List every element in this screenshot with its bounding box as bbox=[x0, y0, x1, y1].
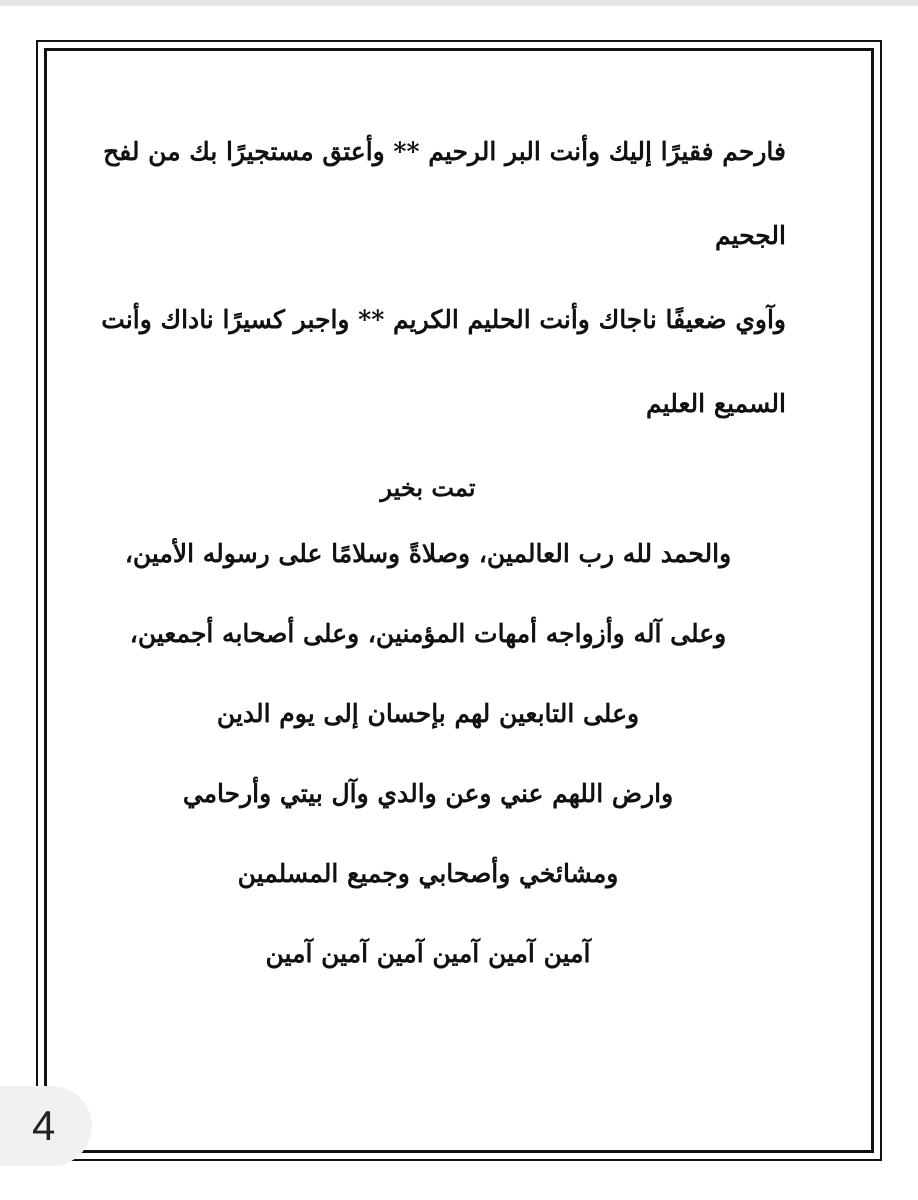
closing-line: وارض اللهم عني وعن والدي وآل بيتي وأرحامي bbox=[182, 779, 674, 808]
closing-line: والحمد لله رب العالمين، وصلاةً وسلامًا على رسوله الأمين، bbox=[124, 539, 732, 568]
closing-line: وعلى آله وأزواجه أمهات المؤمنين، وعلى أصحابه أجمعين، bbox=[129, 619, 727, 648]
top-edge-strip bbox=[0, 0, 918, 6]
poem-verse-2: وآوي ضعيفًا ناجاك وأنت الحليم الكريم ** واجبر كسيرًا ناداك وأنت السميع العليم bbox=[101, 305, 786, 418]
closing-title: تمت بخير bbox=[380, 473, 476, 502]
page-content bbox=[70, 110, 786, 1070]
closing-line: آمين آمين آمين آمين آمين آمين bbox=[265, 939, 591, 968]
poem-verse-1: فارحم فقيرًا إليك وأنت البر الرحيم ** وأعتق مستجيرًا بك من لفح الجحيم bbox=[103, 137, 786, 250]
page-number: 4 bbox=[32, 1102, 56, 1149]
closing-line: ومشائخي وأصحابي وجميع المسلمين bbox=[237, 859, 619, 888]
closing-line: وعلى التابعين لهم بإحسان إلى يوم الدين bbox=[216, 699, 640, 728]
